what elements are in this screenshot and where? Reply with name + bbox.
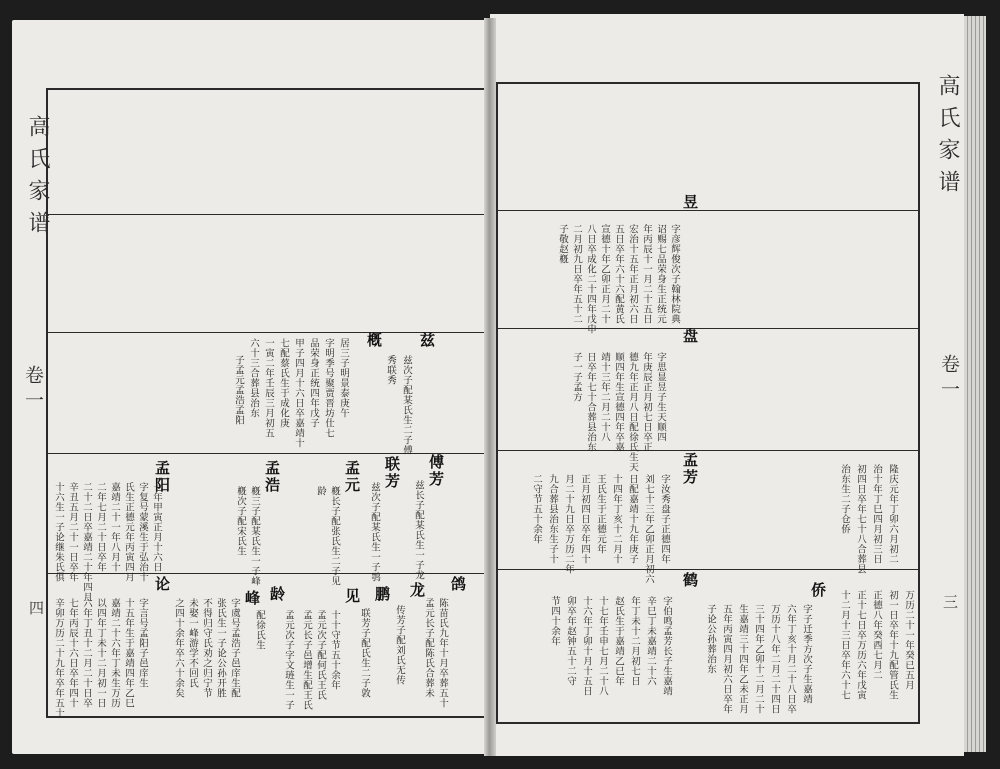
entry-name: 论 — [153, 576, 171, 593]
entry-line: 十六年丁卯十月十五日 — [581, 596, 592, 696]
entry-line: 字彦辉俊次子翰林院典 — [669, 224, 680, 324]
entry-line: 诏赐七品荣身生正统元 — [655, 224, 666, 324]
entry-line: 辛卯万历二十九年卒年五十 — [53, 598, 64, 718]
right-page-number: 三 — [941, 594, 959, 609]
entry-line: 七年丙辰十六日卒年四十 — [67, 598, 78, 708]
entry-line: 孟元长子邑增生配王氏 — [301, 610, 312, 710]
entry-line: 节四十余年 — [549, 596, 560, 646]
entry-line: 治东生二子仓侨 — [839, 464, 850, 534]
book-gutter — [484, 18, 496, 756]
entry-line: 六年丁丑十二月二十日卒 — [81, 598, 92, 708]
entry-line: 十四年丁亥十二月十 — [611, 474, 622, 564]
entry-line: 宣德十年乙卯正月二十 — [599, 224, 610, 324]
entry-line: 生嘉靖三十四年乙未正月 — [737, 604, 748, 714]
entry-name: 峰 — [243, 590, 261, 607]
entry-line: 孟元长子配陈氏合葬未 — [423, 598, 434, 698]
entry-line: 字思显昱子生天顺四 — [655, 352, 666, 442]
entry-name: 龄 — [268, 586, 286, 603]
left-row-divider-1 — [46, 214, 486, 215]
entry-line: 八日卒成化二十四年戊申 — [585, 224, 596, 334]
right-margin-title: 高氏家谱 — [935, 74, 960, 202]
entry-line: 子一子孟方 — [571, 352, 582, 402]
entry-line: 辛巳丁未嘉靖二十六 — [645, 596, 656, 686]
entry-line: 字言号孟阳子邑庠生 — [137, 598, 148, 688]
entry-line: 字子迁季方次子生嘉靖 — [801, 604, 812, 704]
entry-line: 孟元次子字文琏生一子 — [283, 610, 294, 710]
entry-name: 昱 — [681, 194, 699, 211]
entry-line: 兹次子配某氏生二子傅 — [401, 355, 412, 455]
entry-line: 五年丙寅四月初六日卒年 — [721, 604, 732, 714]
entry-line: 十六生一子论继朱氏俱 — [53, 482, 64, 582]
entry-line: 十十守节五十余年 — [329, 610, 340, 690]
entry-line: 配徐氏生 — [254, 610, 265, 650]
entry-line: 宏治十五年正月初六日 — [627, 224, 638, 324]
entry-line: 龄 — [315, 486, 326, 496]
entry-line: 六年丁亥十月二十八日卒 — [785, 604, 796, 714]
entry-line: 兹长子配某氏生一子龙 — [413, 480, 424, 580]
entry-line: 子孟元孟浩孟阳 — [233, 355, 244, 425]
entry-line: 兹次子配某氏生一子鹗 — [369, 482, 380, 582]
entry-line: 十五年生于嘉靖四年乙巳 — [123, 598, 134, 708]
entry-line: 年丁未十二月初七日 — [629, 596, 640, 686]
entry-line: 子敬赵槪 — [557, 224, 568, 264]
entry-line: 隆庆元年丁卯六月初二 — [887, 464, 898, 564]
entry-line: 一寅二年壬辰三月初五 — [263, 338, 274, 438]
entry-line: 德九年正月八日配徐氏生天 — [627, 352, 638, 472]
entry-line: 三十四年乙卯十二月二十 — [753, 604, 764, 714]
entry-line: 卯卒年赵钟五十二守 — [565, 596, 576, 686]
entry-line: 张氏生一子论公孙开胜 — [215, 598, 226, 698]
entry-line: 年丙辰十一月二十五日 — [641, 224, 652, 324]
entry-line: 日卒年七十合葬县治东 — [585, 352, 596, 452]
entry-line: 九合葬县治东生子十 — [547, 474, 558, 564]
entry-line: 十七年壬申七月二十八 — [597, 596, 608, 696]
entry-line: 刘七十三年乙卯正月初六 — [643, 474, 654, 584]
entry-line: 甲子四月十六日卒嘉靖十 — [293, 338, 304, 448]
right-row-divider-1 — [496, 210, 920, 211]
entry-line: 日配嘉靖十九年庚子 — [627, 474, 638, 564]
entry-name: 孟阳 — [153, 460, 171, 494]
entry-line: 未娶一峰游学不回氏 — [187, 598, 198, 688]
entry-line: 秀联秀 — [385, 355, 396, 385]
entry-line: 初四日卒年七十八合葬县 — [855, 464, 866, 574]
left-page — [12, 20, 490, 754]
entry-line: 年庚辰正月初七日卒正 — [641, 352, 652, 452]
entry-line: 治十年丁巳四月初三日 — [871, 464, 882, 564]
entry-line: 子论公孙葬治东 — [705, 604, 716, 674]
entry-line: 辛丑五月二十一日卒年 — [67, 482, 78, 582]
entry-line: 氏生正德元年丙寅四月 — [123, 482, 134, 582]
entry-line: 嘉靖二十一年八月十 — [109, 482, 120, 572]
entry-line: 六十三合葬县治东 — [248, 338, 259, 418]
entry-line: 孟元次子配何氏王氏 — [315, 610, 326, 700]
right-row-divider-2 — [496, 328, 920, 329]
entry-line: 正德八年癸酉七月二 — [871, 590, 882, 680]
right-row-divider-3 — [496, 450, 920, 451]
entry-line: 万历二十一年癸已五月 — [903, 590, 914, 690]
entry-line: 以四年丁未十二月初一日 — [95, 598, 106, 708]
entry-name: 孟芳 — [681, 452, 699, 486]
entry-name: 孟元 — [343, 460, 361, 494]
right-page — [490, 14, 964, 756]
entry-line: 顺四年生宣德四年卒嘉 — [613, 352, 624, 452]
entry-line: 槪长子配张氏生二子见 — [329, 486, 340, 586]
entry-name: 鹏 — [373, 586, 391, 603]
entry-name: 联芳 — [383, 456, 401, 490]
entry-line: 赵氏生于嘉靖乙已年 — [613, 596, 624, 686]
entry-name: 见 — [343, 588, 361, 605]
left-page-number: 四 — [27, 600, 45, 615]
entry-line: 靖十三年二月二十八 — [599, 352, 610, 442]
entry-line: 不得归守氏劝之归宁节 — [201, 598, 212, 698]
entry-line: 初一日卒年十九配管氏生 — [887, 590, 898, 700]
entry-name: 槪 — [365, 332, 383, 349]
entry-line: 陈苗氏九年十月卒葬五十 — [437, 598, 448, 708]
entry-line: 二守节五十余年 — [531, 474, 542, 544]
entry-line: 字复号蒙溪生于弘治十 — [137, 482, 148, 582]
entry-line: 五日卒年六十六配黄氏 — [613, 224, 624, 324]
entry-line: 王氏生于正德元年 — [595, 474, 606, 554]
book-page-edges — [964, 16, 986, 752]
entry-line: 十二月十三日卒年六十七 — [839, 590, 850, 700]
entry-line: 之四十余年卒六十余矣 — [173, 598, 184, 698]
left-row-divider-3 — [46, 453, 486, 454]
entry-name: 兹 — [418, 332, 436, 349]
entry-line: 七配蔡氏生于成化庚 — [278, 338, 289, 428]
left-volume-label: 卷一 — [22, 365, 44, 415]
entry-line: 字虞号孟浩子邑庠生配 — [229, 598, 240, 698]
entry-name: 鹤 — [681, 572, 699, 589]
entry-name: 傅芳 — [427, 454, 445, 488]
entry-line: 品荣身正统四年戊子 — [308, 338, 319, 428]
right-volume-label: 卷一 — [938, 354, 960, 404]
entry-line: 正十七日卒万历六年戊寅 — [855, 590, 866, 700]
entry-line: 字伯鸣孟芳长子生嘉靖 — [661, 596, 672, 696]
entry-line: 二年七月二十日卒年 — [95, 482, 106, 572]
entry-line: 二月初九日卒年五十二 — [571, 224, 582, 324]
entry-line: 槪三子配某氏生一子峰 — [249, 486, 260, 586]
entry-line: 二十二日卒嘉靖二十年四月 — [81, 482, 92, 602]
entry-line: 字明季号聚贾晋坊仕七 — [323, 338, 334, 438]
entry-name: 孟浩 — [263, 460, 281, 494]
entry-name: 盘 — [681, 328, 699, 345]
entry-line: 字汝秀盘子正德四年 — [659, 474, 670, 564]
entry-line: 槪次子配宋氏生 — [235, 486, 246, 556]
entry-line: 传芳子配刘氏无传 — [394, 605, 405, 685]
entry-name: 龙 — [408, 582, 426, 599]
entry-line: 联芳子配氏生二子敦 — [359, 608, 370, 698]
entry-line: 正月初四日卒年四十 — [579, 474, 590, 564]
entry-line: 嘉靖二十六年丁未生万历 — [109, 598, 120, 708]
entry-line: 月二十九日卒万历二年 — [563, 474, 574, 574]
entry-line: 万历十八年二月二十四日 — [769, 604, 780, 714]
entry-line: 七年甲寅正月十六日 — [151, 482, 162, 572]
entry-name: 鸽 — [449, 576, 467, 593]
entry-name: 侨 — [809, 582, 827, 599]
left-margin-title: 高氏家谱 — [25, 115, 50, 243]
entry-line: 居三子明景泰庚午 — [338, 338, 349, 418]
